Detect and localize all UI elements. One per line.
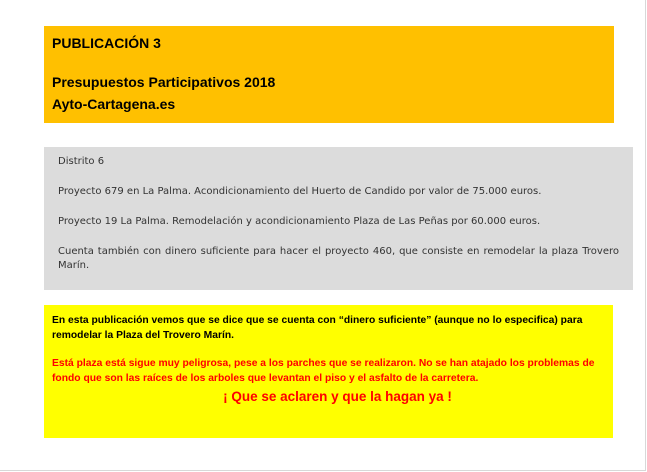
header-source: Ayto-Cartagena.es [52,96,176,112]
comment-paragraph-2: Está plaza está sigue muy peligrosa, pese a los parches que se realizaron. No se han atajado los problemas de fondo que son las raíces de los arboles que levantan el piso y el asfalto de la carretera. [52,358,595,384]
publication-header [44,26,614,123]
publication-number: PUBLICACIÓN 3 [52,35,161,51]
project-item-679: Proyecto 679 en La Palma. Acondicionamiento del Huerto de Candido por valor de 75.000 euros. [58,186,542,197]
header-title: Presupuestos Participativos 2018 [52,74,276,90]
project-item-460: Cuenta también con dinero suficiente para hacer el proyecto 460, que consiste en remodelar la plaza Trovero Marín. [58,246,619,271]
project-item-19: Proyecto 19 La Palma. Remodelación y acondicionamiento Plaza de Las Peñas por 60.000 euros. [58,216,541,227]
comment-paragraph-1: En esta publicación vemos que se dice que se cuenta con “dinero suficiente” (aunque no lo especifica) para remodelar la Plaza del Trovero Marín. [52,315,583,341]
comment-slogan: ¡ Que se aclaren y que la hagan ya ! [223,389,452,404]
district-box [44,147,633,290]
district-title: Distrito 6 [58,156,105,167]
comment-box [44,305,613,438]
